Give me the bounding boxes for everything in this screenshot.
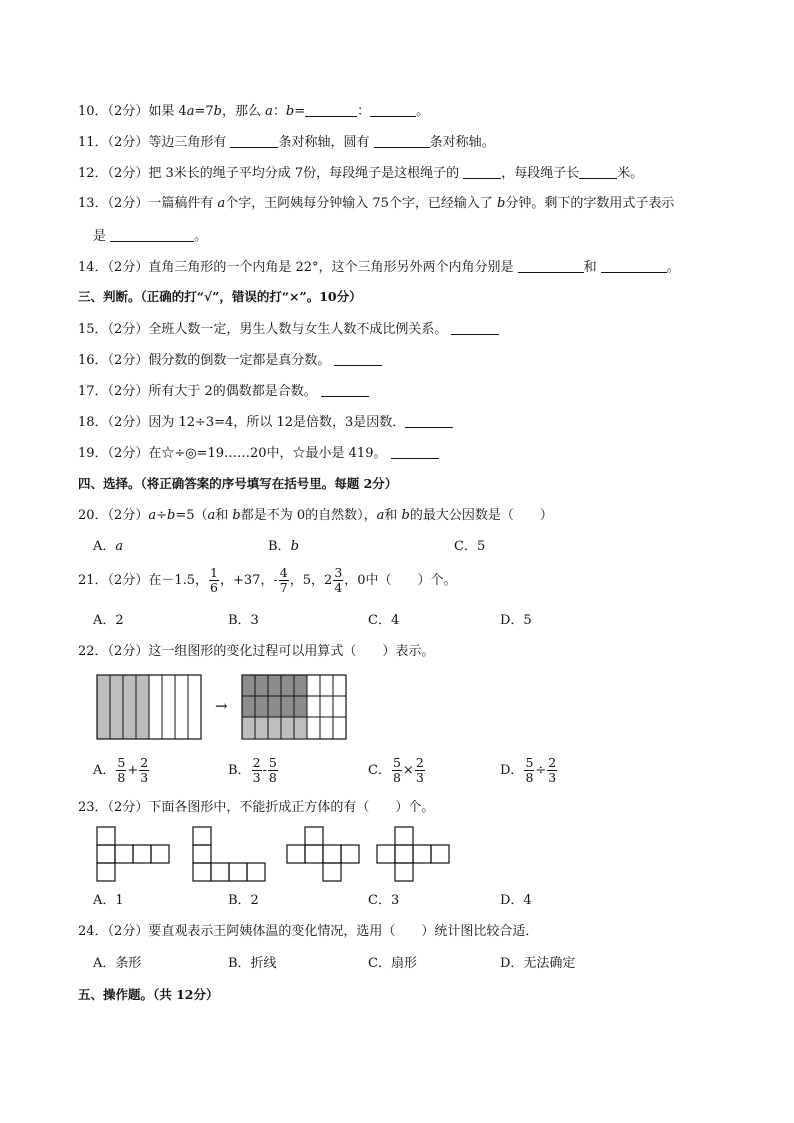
fraction: $\frac{1}{6}$ [210, 565, 218, 595]
question-19: 19．（2分）在☆÷◎=19……20中，☆最小是 419。 [78, 444, 439, 463]
answer-blank[interactable] [305, 102, 357, 117]
q20-option-b[interactable]: B．b [268, 539, 299, 554]
q20-option-a[interactable]: A．a [93, 539, 124, 554]
answer-blank[interactable] [518, 258, 584, 273]
cube-net-1 [96, 826, 176, 882]
q22-option-d[interactable]: D． $\frac{5}{8}$ ÷ $\frac{2}{3}$ [500, 755, 557, 785]
section-3-heading: 三、判断。（正确的打“√”，错误的打“×”。10分） [78, 289, 362, 304]
cube-net-3 [286, 826, 366, 882]
answer-blank[interactable] [451, 320, 499, 335]
q22-figure-start [96, 674, 206, 740]
q22-option-b[interactable]: B． $\frac{2}{3}$ - $\frac{5}{8}$ [228, 755, 277, 785]
question-15: 15．（2分）全班人数一定，男生人数与女生人数不成比例关系。 [78, 320, 499, 339]
answer-blank[interactable] [370, 102, 416, 117]
question-21: 21．（2分）在－1.5， $\frac{1}{6}$ ，+37，- $\frac{4}{7}$ ，5，2 $\frac{3}{4}$ ，0中（ ）个。 [78, 565, 457, 595]
answer-blank[interactable] [601, 258, 667, 273]
question-17: 17．（2分）所有大于 2的偶数都是合数。 [78, 382, 369, 401]
question-12: 12．（2分）把 3米长的绳子平均分成 7份，每段绳子是这根绳子的 ，每段绳子长 米。 [78, 166, 644, 181]
arrow-icon: → [215, 697, 228, 715]
q21-option-d[interactable]: D．5 [500, 613, 532, 628]
question-13: 13．（2分）一篇稿件有 a个字，王阿姨每分钟输入 75个字，已经输入了 b分钟。剩下的字数用式子表示 [78, 196, 675, 211]
q24-option-b[interactable]: B．折线 [228, 956, 277, 971]
q23-option-d[interactable]: D．4 [500, 893, 532, 908]
q21-option-c[interactable]: C．4 [368, 613, 400, 628]
section-5-heading: 五、操作题。（共 12分） [78, 987, 219, 1002]
question-24: 24．（2分）要直观表示王阿姨体温的变化情况，选用（ ）统计图比较合适． [78, 924, 539, 939]
q22-option-a[interactable]: A． $\frac{5}{8}$ + $\frac{2}{3}$ [93, 755, 149, 785]
question-11: 11．（2分）等边三角形有 条对称轴，圆有 条对称轴。 [78, 135, 495, 150]
q24-option-c[interactable]: C．扇形 [368, 956, 417, 971]
question-22: 22．（2分）这一组图形的变化过程可以用算式（ ）表示。 [78, 644, 435, 659]
answer-blank[interactable] [321, 382, 369, 397]
dark-region [242, 675, 307, 696]
cube-net-2 [192, 826, 272, 882]
q22-option-c[interactable]: C． $\frac{5}{8}$ × $\frac{2}{3}$ [368, 755, 424, 785]
answer-blank[interactable] [405, 413, 453, 428]
answer-blank[interactable] [579, 164, 617, 179]
answer-blank[interactable] [391, 444, 439, 459]
question-13-cont: 是 。 [93, 229, 208, 244]
answer-blank[interactable] [230, 133, 278, 148]
question-10: 10．（2分）如果 4a=7b，那么 a：b= ： 。 [78, 104, 430, 119]
q24-option-a[interactable]: A．条形 [93, 956, 142, 971]
answer-blank[interactable] [334, 351, 382, 366]
q23-option-a[interactable]: A．1 [93, 893, 124, 908]
section-4-heading: 四、选择。（将正确答案的序号填写在括号里。每题 2分） [78, 476, 398, 491]
q22-figure-end [241, 674, 351, 740]
light-region [242, 717, 307, 738]
question-20: 20．（2分）a÷b=5（a和 b都是不为 0的自然数），a和 b的最大公因数是（ ） [78, 508, 553, 523]
q23-option-c[interactable]: C．3 [368, 893, 400, 908]
q23-option-b[interactable]: B．2 [228, 893, 259, 908]
question-14: 14．（2分）直角三角形的一个内角是 22°，这个三角形另外两个内角分别是 和 。 [78, 260, 680, 275]
q21-option-a[interactable]: A．2 [93, 613, 124, 628]
question-23: 23．（2分）下面各图形中，不能折成正方体的有（ ）个。 [78, 800, 435, 815]
answer-blank[interactable] [374, 133, 430, 148]
q21-option-b[interactable]: B．3 [228, 613, 259, 628]
question-18: 18．（2分）因为 12÷3=4，所以 12是倍数，3是因数． [78, 413, 453, 432]
answer-blank[interactable] [110, 227, 194, 242]
cube-net-4 [376, 826, 456, 882]
fraction: $\frac{4}{7}$ [279, 565, 288, 595]
q24-option-d[interactable]: D．无法确定 [500, 956, 576, 971]
answer-blank[interactable] [463, 164, 501, 179]
q20-option-c[interactable]: C．5 [454, 539, 486, 554]
fraction: $\frac{3}{4}$ [334, 565, 343, 595]
question-16: 16．（2分）假分数的倒数一定都是真分数。 [78, 351, 382, 370]
